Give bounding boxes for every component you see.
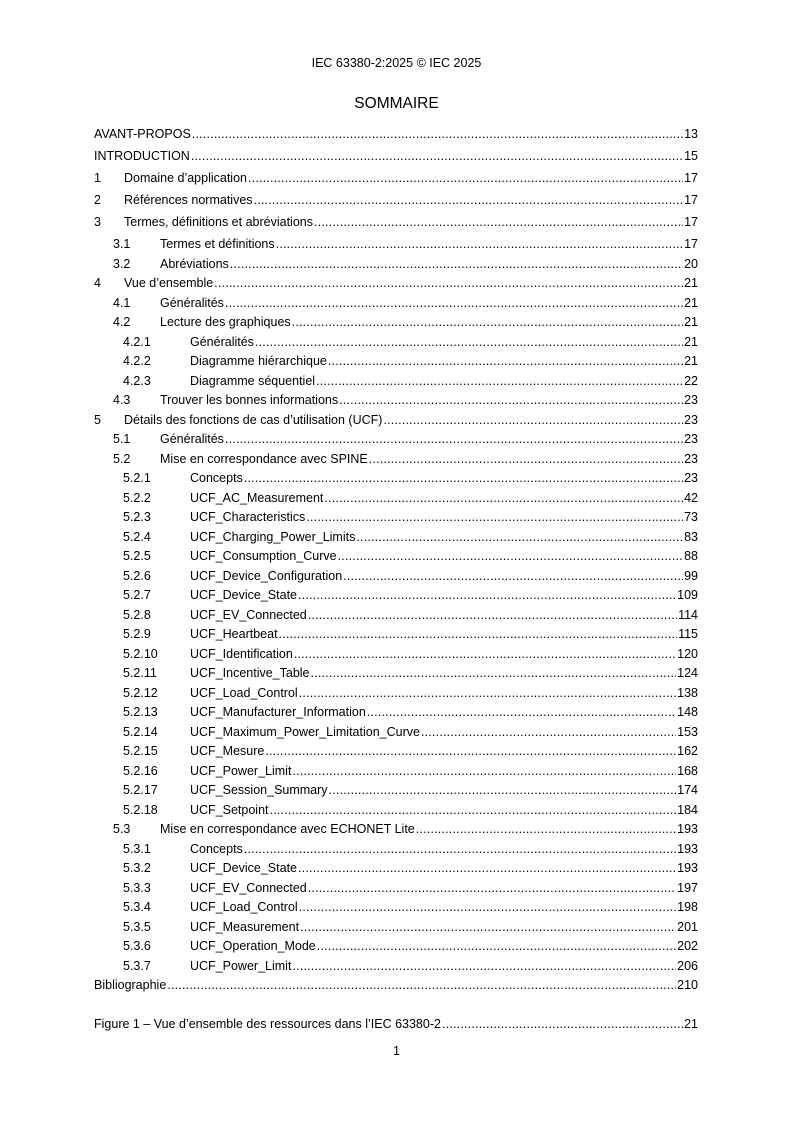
- leader-dots: [317, 938, 676, 954]
- leader-dots: [298, 587, 676, 603]
- entry-number: 5.2.8: [123, 607, 151, 622]
- entry-number: 5: [94, 412, 101, 427]
- entry-number: 5.2.11: [123, 666, 157, 680]
- entry-title: Abréviations: [160, 256, 229, 271]
- entry-title: Vue d’ensemble: [124, 276, 214, 290]
- leader-dots: [442, 1016, 683, 1032]
- leader-dots: [214, 275, 683, 291]
- leader-dots: [367, 704, 676, 720]
- entry-title: Concepts: [190, 841, 243, 856]
- leader-dots: [265, 743, 676, 759]
- entry-page: 83: [684, 529, 698, 544]
- leader-dots: [316, 373, 683, 389]
- toc-entry[interactable]: [94, 314, 698, 334]
- toc-entry[interactable]: [94, 724, 698, 744]
- toc-entry[interactable]: [94, 529, 698, 549]
- leader-dots: [225, 295, 683, 311]
- toc-entry[interactable]: [94, 214, 698, 236]
- entry-number: 5.3.4: [123, 900, 151, 914]
- toc-entry[interactable]: [94, 958, 698, 978]
- entry-page: 162: [677, 744, 698, 758]
- entry-page: 193: [677, 861, 698, 875]
- entry-title: UCF_Maximum_Power_Limitation_Curve: [190, 724, 420, 739]
- toc-entry[interactable]: [94, 148, 698, 170]
- toc-entry[interactable]: [94, 170, 698, 192]
- entry-page: 73: [684, 510, 698, 524]
- toc-entry[interactable]: [94, 490, 698, 510]
- toc-entry[interactable]: [94, 548, 698, 568]
- leader-dots: [369, 451, 683, 467]
- leader-dots: [244, 470, 683, 486]
- entry-title: Concepts: [190, 471, 243, 485]
- entry-page: 148: [677, 705, 698, 719]
- toc-entry[interactable]: [94, 334, 698, 354]
- entry-number: 5.2.3: [123, 510, 151, 524]
- toc-entry[interactable]: [94, 919, 698, 939]
- entry-number: 5.1: [113, 432, 131, 446]
- entry-page: 210: [677, 978, 698, 992]
- entry-title: UCF_Load_Control: [190, 685, 298, 700]
- entry-number: 5.2.14: [123, 724, 158, 739]
- toc-entry[interactable]: [94, 256, 698, 276]
- leader-dots: [356, 529, 683, 545]
- entry-number: 5.3.6: [123, 939, 151, 953]
- entry-number: 5.2.2: [123, 490, 151, 505]
- entry-title: UCF_Incentive_Table: [190, 666, 310, 680]
- entry-number: 5.2.4: [123, 529, 151, 544]
- entry-number: 5.2.18: [123, 802, 158, 817]
- entry-page: 168: [677, 763, 698, 778]
- entry-number: 5.3.5: [123, 919, 151, 934]
- toc-entry[interactable]: [94, 938, 698, 958]
- entry-title: UCF_Manufacturer_Information: [190, 705, 366, 719]
- entry-number: 5.2.12: [123, 685, 158, 700]
- toc-entry[interactable]: [94, 626, 698, 646]
- toc-entry[interactable]: [94, 704, 698, 724]
- toc-entry[interactable]: [94, 295, 698, 315]
- leader-dots: [306, 509, 683, 525]
- entry-title: Figure 1 – Vue d’ensemble des ressources dans l’IEC 63380-2: [94, 1017, 441, 1031]
- entry-title: UCF_Characteristics: [190, 510, 306, 524]
- entry-page: 23: [684, 451, 698, 466]
- leader-dots: [292, 958, 676, 974]
- toc-entry[interactable]: [94, 665, 698, 685]
- leader-dots: [292, 314, 683, 330]
- entry-number: 5.3.1: [123, 841, 151, 856]
- entry-number: 5.2.16: [123, 763, 158, 778]
- leader-dots: [299, 685, 676, 701]
- table-of-contents: [94, 126, 698, 997]
- toc-entry[interactable]: [94, 880, 698, 900]
- page-title: SOMMAIRE: [354, 95, 439, 112]
- entry-number: 5.2.6: [123, 568, 151, 583]
- toc-entry[interactable]: [94, 841, 698, 861]
- entry-page: 13: [684, 127, 698, 141]
- entry-page: 114: [678, 607, 698, 622]
- toc-entry[interactable]: [94, 373, 698, 393]
- toc-entry[interactable]: [94, 568, 698, 588]
- entry-number: 5.3.3: [123, 880, 151, 895]
- entry-page: 23: [684, 412, 698, 427]
- figure-entry[interactable]: [94, 1016, 698, 1036]
- entry-title: UCF_AC_Measurement: [190, 490, 324, 505]
- leader-dots: [294, 646, 676, 662]
- entry-title: Généralités: [160, 295, 224, 310]
- leader-dots: [225, 431, 683, 447]
- entry-title: Généralités: [190, 334, 254, 349]
- entry-page: 20: [684, 256, 698, 271]
- entry-number: 4.2.1: [123, 334, 151, 349]
- entry-title: UCF_Load_Control: [190, 900, 298, 914]
- toc-entry[interactable]: [94, 470, 698, 490]
- entry-title: UCF_Setpoint: [190, 802, 269, 817]
- leader-dots: [254, 192, 684, 208]
- entry-page: 21: [684, 354, 698, 368]
- toc-entry[interactable]: [94, 509, 698, 529]
- document-header: IEC 63380-2:2025 © IEC 2025: [311, 56, 482, 70]
- toc-entry[interactable]: [94, 899, 698, 919]
- toc-entry[interactable]: [94, 802, 698, 822]
- entry-title: Domaine d’application: [124, 171, 247, 185]
- leader-dots: [308, 607, 677, 623]
- entry-number: 5.2.13: [123, 705, 158, 719]
- entry-number: 4.2.2: [123, 354, 151, 368]
- entry-page: 21: [684, 334, 698, 349]
- entry-page: 21: [684, 295, 698, 310]
- toc-entry[interactable]: [94, 353, 698, 373]
- entry-number: 5.2.7: [123, 588, 151, 602]
- entry-title: UCF_Heartbeat: [190, 627, 278, 641]
- entry-page: 42: [684, 490, 698, 505]
- entry-title: UCF_Session_Summary: [190, 783, 328, 797]
- entry-page: 184: [677, 802, 698, 817]
- entry-number: 5.2: [113, 451, 131, 466]
- toc-entry[interactable]: [94, 782, 698, 802]
- entry-page: 153: [677, 724, 698, 739]
- page-number: 1: [393, 1044, 400, 1058]
- toc-entry[interactable]: [94, 236, 698, 256]
- entry-number: 2: [94, 193, 101, 207]
- toc-entry[interactable]: [94, 821, 698, 841]
- leader-dots: [191, 148, 683, 164]
- entry-number: 3: [94, 215, 101, 229]
- entry-title: UCF_Charging_Power_Limits: [190, 529, 356, 544]
- entry-page: 17: [684, 237, 698, 251]
- entry-title: UCF_Consumption_Curve: [190, 549, 337, 563]
- entry-title: UCF_Device_Configuration: [190, 568, 343, 583]
- entry-title: UCF_Device_State: [190, 861, 297, 875]
- entry-page: 23: [684, 471, 698, 485]
- entry-page: 198: [677, 900, 698, 914]
- leader-dots: [416, 821, 676, 837]
- leader-dots: [324, 490, 683, 506]
- toc-entry[interactable]: [94, 587, 698, 607]
- entry-page: 22: [684, 373, 698, 388]
- entry-page: 201: [677, 919, 698, 934]
- leader-dots: [308, 880, 676, 896]
- leader-dots: [421, 724, 676, 740]
- leader-dots: [255, 334, 683, 350]
- entry-page: 88: [684, 549, 698, 563]
- entry-title: UCF_EV_Connected: [190, 607, 307, 622]
- leader-dots: [311, 665, 677, 681]
- entry-page: 197: [677, 880, 698, 895]
- leader-dots: [339, 392, 683, 408]
- leader-dots: [230, 256, 683, 272]
- entry-title: AVANT-PROPOS: [94, 127, 191, 141]
- toc-entry[interactable]: [94, 607, 698, 627]
- entry-page: 23: [684, 393, 698, 407]
- entry-title: INTRODUCTION: [94, 149, 190, 163]
- entry-title: Trouver les bonnes informations: [160, 393, 339, 407]
- entry-title: Termes et définitions: [160, 237, 275, 251]
- entry-title: Bibliographie: [94, 978, 167, 992]
- toc-entry[interactable]: [94, 451, 698, 471]
- entry-title: Mise en correspondance avec ECHONET Lite: [160, 822, 415, 836]
- entry-title: Généralités: [160, 432, 224, 446]
- entry-title: Diagramme hiérarchique: [190, 354, 327, 368]
- toc-entry[interactable]: [94, 763, 698, 783]
- entry-number: 5.3: [113, 822, 131, 836]
- entry-title: UCF_Device_State: [190, 588, 297, 602]
- entry-number: 4.1: [113, 295, 131, 310]
- entry-number: 5.3.2: [123, 861, 151, 875]
- entry-page: 21: [684, 276, 698, 290]
- toc-entry[interactable]: [94, 431, 698, 451]
- entry-number: 4: [94, 276, 101, 290]
- entry-title: Détails des fonctions de cas d’utilisation (UCF): [124, 412, 383, 427]
- leader-dots: [328, 353, 683, 369]
- leader-dots: [167, 977, 676, 993]
- entry-page: 21: [684, 1017, 698, 1031]
- entry-title: Mise en correspondance avec SPINE: [160, 451, 368, 466]
- entry-number: 3.2: [113, 256, 131, 271]
- leader-dots: [192, 126, 683, 142]
- leader-dots: [383, 412, 683, 428]
- list-of-figures: [94, 1016, 698, 1036]
- leader-dots: [298, 860, 676, 876]
- entry-title: Diagramme séquentiel: [190, 373, 316, 388]
- leader-dots: [244, 841, 676, 857]
- toc-entry[interactable]: [94, 275, 698, 295]
- entry-page: 21: [684, 315, 698, 329]
- toc-entry[interactable]: [94, 392, 698, 412]
- entry-page: 99: [684, 568, 698, 583]
- entry-number: 4.3: [113, 393, 131, 407]
- toc-entry[interactable]: [94, 685, 698, 705]
- toc-entry[interactable]: [94, 860, 698, 880]
- entry-number: 5.2.1: [123, 471, 151, 485]
- leader-dots: [299, 899, 676, 915]
- entry-title: Termes, définitions et abréviations: [124, 215, 313, 229]
- entry-number: 1: [94, 171, 101, 185]
- entry-number: 5.2.10: [123, 646, 158, 661]
- entry-number: 3.1: [113, 237, 131, 251]
- entry-page: 120: [677, 646, 698, 661]
- entry-page: 138: [677, 685, 698, 700]
- entry-page: 17: [684, 171, 698, 185]
- entry-page: 193: [677, 841, 698, 856]
- toc-entry[interactable]: [94, 743, 698, 763]
- leader-dots: [279, 626, 678, 642]
- entry-page: 15: [684, 149, 698, 163]
- entry-number: 5.3.7: [123, 958, 151, 973]
- toc-entry[interactable]: [94, 412, 698, 432]
- entry-title: Références normatives: [124, 193, 253, 207]
- entry-number: 5.2.9: [123, 627, 151, 641]
- toc-entry[interactable]: [94, 646, 698, 666]
- entry-page: 206: [677, 958, 698, 973]
- entry-title: UCF_Measurement: [190, 919, 300, 934]
- entry-page: 23: [684, 432, 698, 446]
- leader-dots: [314, 214, 683, 230]
- entry-page: 109: [677, 588, 698, 602]
- toc-entry[interactable]: [94, 977, 698, 997]
- entry-number: 4.2.3: [123, 373, 151, 388]
- entry-page: 202: [677, 939, 698, 953]
- toc-entry[interactable]: [94, 126, 698, 148]
- entry-page: 174: [677, 783, 698, 797]
- leader-dots: [292, 763, 676, 779]
- toc-entry[interactable]: [94, 192, 698, 214]
- entry-title: UCF_Identification: [190, 646, 293, 661]
- entry-title: UCF_Mesure: [190, 744, 265, 758]
- entry-number: 4.2: [113, 315, 131, 329]
- entry-number: 5.2.17: [123, 783, 158, 797]
- leader-dots: [338, 548, 684, 564]
- entry-page: 193: [677, 822, 698, 836]
- entry-title: UCF_EV_Connected: [190, 880, 307, 895]
- entry-number: 5.2.15: [123, 744, 158, 758]
- leader-dots: [248, 170, 683, 186]
- entry-title: UCF_Power_Limit: [190, 763, 292, 778]
- leader-dots: [343, 568, 683, 584]
- leader-dots: [276, 236, 683, 252]
- entry-title: Lecture des graphiques: [160, 315, 291, 329]
- entry-page: 124: [677, 666, 698, 680]
- leader-dots: [270, 802, 677, 818]
- entry-title: UCF_Power_Limit: [190, 958, 292, 973]
- entry-number: 5.2.5: [123, 549, 151, 563]
- entry-page: 17: [684, 215, 698, 229]
- entry-page: 17: [684, 193, 698, 207]
- leader-dots: [329, 782, 677, 798]
- entry-page: 115: [678, 627, 698, 641]
- entry-title: UCF_Operation_Mode: [190, 939, 316, 953]
- leader-dots: [300, 919, 676, 935]
